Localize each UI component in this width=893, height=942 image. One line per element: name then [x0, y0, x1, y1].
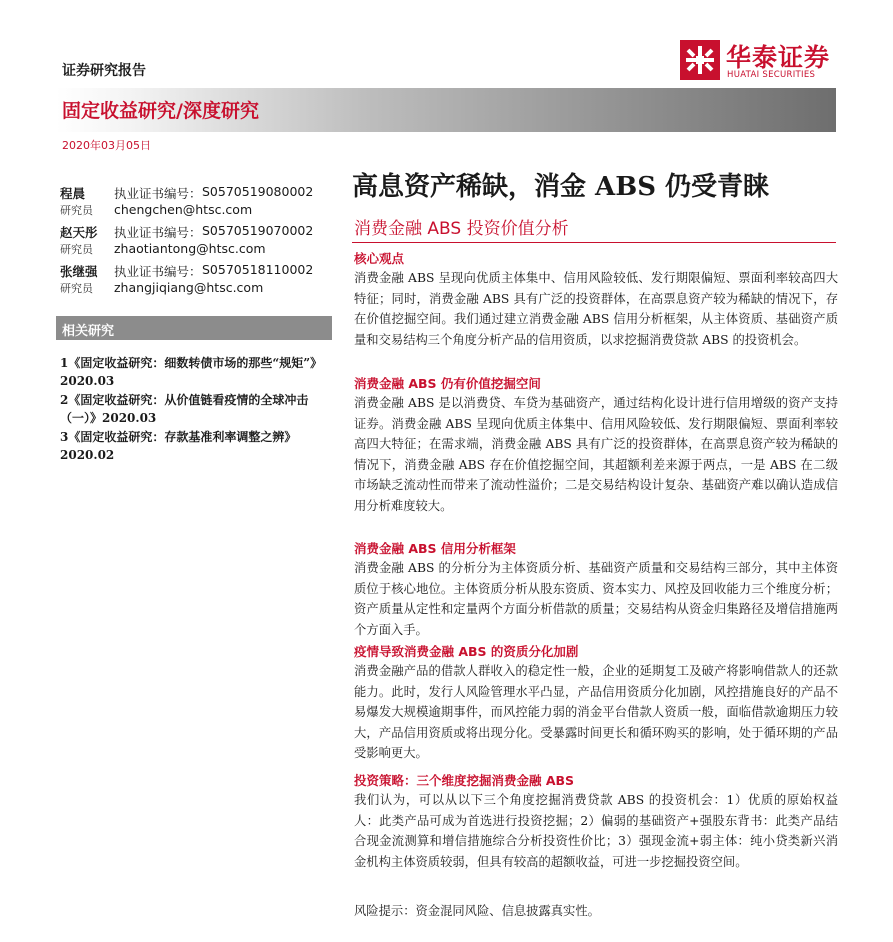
analyst-card: [60, 262, 340, 302]
section-body: 我们认为，可以从以下三个角度挖掘消费贷款 ABS 的投资机会：1）优质的原始权益人：此类产品可成为首选进行投资挖掘；2）偏弱的基础资产+强股东背书：此类产品结合现金流测算和增信措施综合分析投资性价比；3）强现金流+弱主体：纯小贷类新兴消金机构主体资质较弱，但具有较高的超额收益，可进一步挖掘投资空间。: [354, 793, 838, 869]
analyst-email[interactable]: chengchen@htsc.com: [114, 202, 253, 217]
huatai-logo: [680, 40, 840, 84]
analyst-card: [60, 184, 340, 224]
section-heading: 消费金融 ABS 仍有价值挖掘空间: [354, 376, 541, 391]
analyst-email[interactable]: zhaotiantong@htsc.com: [114, 241, 266, 256]
section-body: 消费金融 ABS 的分析分为主体资质分析、基础资产质量和交易结构三部分，其中主体资质位于核心地位。主体资质分析从股东资质、资本实力、风控及回收能力三个维度分析；资产质量从定性和定量两个方面分析借款的质量；交易结构从资金归集路径及增信措施两个方面入手。: [354, 561, 838, 637]
analyst-name: 赵天彤: [60, 225, 98, 240]
report-date: 2020年03月05日: [62, 139, 151, 152]
section-heading: 消费金融 ABS 信用分析框架: [354, 541, 516, 556]
analyst-cert-number: S0570519080002: [202, 184, 314, 199]
analyst-email[interactable]: zhangjiqiang@htsc.com: [114, 280, 264, 295]
section-body: 消费金融 ABS 是以消费贷、车贷为基础资产，通过结构化设计进行信用增级的资产支持证券。消费金融 ABS 呈现向优质主体集中、信用风险较低、发行期限偏短、票面利率较高四大特征；在需求端，消费金融 ABS 具有广泛的投资群体，在高票息资产较为稀缺的情况下，消费金融 ABS 存在价值挖掘空间，其超额利差来源于两点，一是 ABS 在二级市场缺乏流动性而带来了流动性溢价；二是交易结构设计复杂、基础资产难以确认造成信用分析难度较大。: [354, 396, 838, 513]
risk-warning: 风险提示：资金混同风险、信息披露真实性。: [354, 904, 600, 918]
analyst-cert-number: S0570518110002: [202, 262, 314, 277]
section-value-space: [354, 375, 838, 516]
section-body: 消费金融 ABS 呈现向优质主体集中、信用风险较低、发行期限偏短、票面利率较高四大特征；同时，消费金融 ABS 具有广泛的投资群体，在高票息资产较为稀缺的情况下，存在价值挖掘空间。我们通过建立消费金融 ABS 信用分析框架，从主体资质、基础资产质量和交易结构三个角度分析产品的信用资质，以求挖掘消费贷款 ABS 的投资机会。: [354, 271, 838, 347]
analyst-name: 张继强: [60, 264, 98, 279]
related-research-heading: 相关研究: [62, 324, 115, 339]
analyst-name: 程晨: [60, 186, 86, 201]
analyst-role: 研究员: [60, 282, 93, 295]
analyst-cert-number: S0570519070002: [202, 223, 314, 238]
analyst-cert-label: 执业证书编号：: [114, 225, 202, 240]
huatai-logo-icon: [680, 40, 720, 80]
related-research-item[interactable]: 2《固定收益研究：从价值链看疫情的全球冲击（一）》2020.03: [60, 393, 309, 425]
title-divider: [352, 242, 836, 243]
report-subtitle: 消费金融 ABS 投资价值分析: [354, 219, 569, 239]
logo-name-en: HUATAI SECURITIES: [727, 70, 816, 80]
analyst-role: 研究员: [60, 243, 93, 256]
related-research-item[interactable]: 3《固定收益研究：存款基准利率调整之辨》2020.02: [60, 430, 297, 462]
section-body: 消费金融产品的借款人群收入的稳定性一般，企业的延期复工及破产将影响借款人的还款能力。此时，发行人风险管理水平凸显，产品信用资质分化加剧，风控措施良好的产品不易爆发大规模逾期事件，而风控能力弱的消金平台借款人资质一般，面临借款逾期压力较大，产品信用资质或将出现分化。受暴露时间更长和循环购买的影响，处于循环期的产品受影响更大。: [354, 664, 838, 760]
analyst-cert-label: 执业证书编号：: [114, 264, 202, 279]
report-type-label: 证券研究报告: [62, 63, 146, 79]
logo-name-cn: 华泰证券: [726, 43, 831, 72]
category-banner: [56, 88, 836, 132]
section-investment-strategy: [354, 772, 838, 872]
section-heading: 投资策略：三个维度挖掘消费金融 ABS: [354, 773, 575, 788]
analyst-cert-label: 执业证书编号：: [114, 186, 202, 201]
related-research-header: [56, 316, 332, 340]
section-epidemic-impact: [354, 643, 838, 764]
banner-title: 固定收益研究/深度研究: [62, 100, 259, 122]
related-research-list: [60, 354, 332, 465]
section-credit-framework: [354, 540, 838, 640]
section-core-views: [354, 250, 838, 350]
analyst-role: 研究员: [60, 204, 93, 217]
section-heading: 核心观点: [354, 251, 405, 266]
section-heading: 疫情导致消费金融 ABS 的资质分化加剧: [354, 644, 579, 659]
report-title: 高息资产稀缺，消金 ABS 仍受青睐: [352, 172, 770, 202]
analyst-card: [60, 223, 340, 263]
related-research-item[interactable]: 1《固定收益研究：细数转债市场的那些“规矩”》2020.03: [60, 356, 323, 388]
